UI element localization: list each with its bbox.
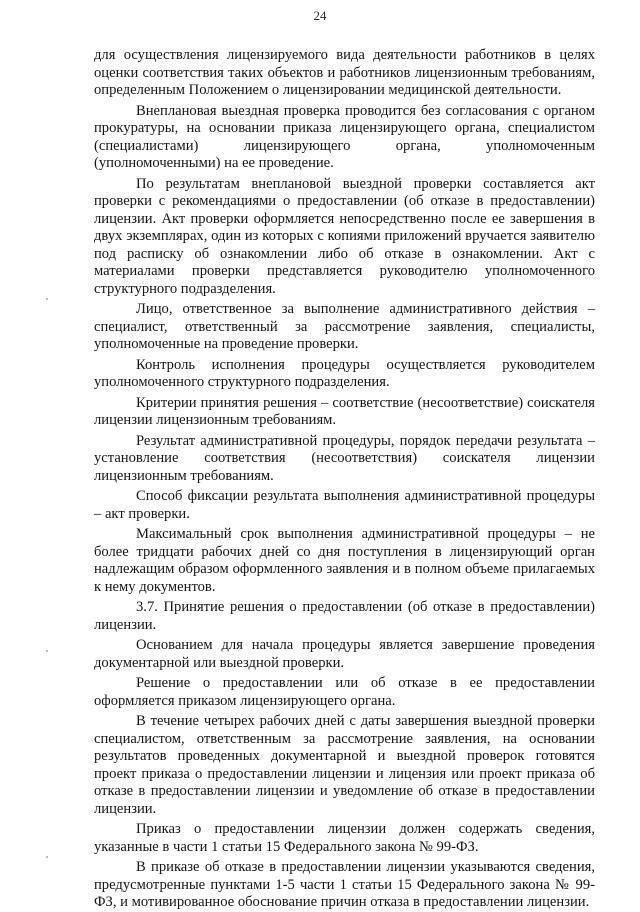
paragraph-decision-criteria: Критерии принятия решения – соответствие (несоответствие) соискателя лицензии лицензионным требованиям. [94, 394, 595, 428]
section-heading-3-7: 3.7. Принятие решения о предоставлении (об отказе в предоставлении) лицензии. [94, 599, 595, 633]
paragraph-grant-order: Приказ о предоставлении лицензии должен содержать сведения, указанные в части 1 статьи 15 Федерального закона № 99-ФЗ. [94, 821, 595, 855]
margin-mark [46, 650, 48, 652]
document-body [94, 47, 595, 912]
margin-mark [46, 856, 48, 858]
page-number: 24 [313, 8, 327, 23]
paragraph-unscheduled-inspection: Внеплановая выездная проверка проводится без согласования с органом прокуратуры, на основании приказа лицензирующего органа, специалистом (специалистами) лицензирующего органа, уполномоченным (уполномоченными) на ее проведение. [94, 102, 595, 171]
paragraph-responsible-person: Лицо, ответственное за выполнение административного действия – специалист, ответственный за рассмотрение заявления, специалисты, уполномоченные на проведение проверки. [94, 301, 595, 352]
margin-mark [46, 298, 48, 300]
paragraph-inspection-results: По результатам внеплановой выездной проверки составляется акт проверки с рекомендациями о предоставлении (об отказе в предоставлении) лицензии. Акт проверки оформляется непосредственно после ее завершения в двух экземплярах, один из которых с копиями приложений вручается заявителю под расписку об ознакомлении либо об отказе в ознакомлении. Акт с материалами проверки представляется руководителю уполномоченного структурного подразделения. [94, 175, 595, 297]
paragraph-refusal-order: В приказе об отказе в предоставлении лицензии указываются сведения, предусмотренные пунктами 1-5 части 1 статьи 15 Федерального закона № 99-ФЗ, и мотивированное обоснование причин отказа в предоставлении лицензии. [94, 859, 595, 910]
paragraph-decision-order: Решение о предоставлении или об отказе в ее предоставлении оформляется приказом лицензирующего органа. [94, 675, 595, 709]
paragraph-max-term: Максимальный срок выполнения административной процедуры – не более тридцати рабочих дней со дня поступления в лицензирующий орган надлежащим образом оформленного заявления и в полном объеме прилагаемых к нему документов. [94, 526, 595, 595]
paragraph-procedure-result: Результат административной процедуры, порядок передачи результата – установление соответствия (несоответствия) соискателя лицензии лицензионным требованиям. [94, 432, 595, 484]
paragraph-continuation: для осуществления лицензируемого вида деятельности работников в целях оценки соответствия таких объектов и работников лицензионным требованиям, определенным Положением о лицензировании медицинской деятельности. [94, 47, 595, 98]
paragraph-procedure-basis: Основанием для начала процедуры является завершение проведения документарной или выездной проверки. [94, 637, 595, 671]
paragraph-fixation-method: Способ фиксации результата выполнения административной процедуры – акт проверки. [94, 488, 595, 522]
paragraph-four-days: В течение четырех рабочих дней с даты завершения выездной проверки специалистом, ответственным за рассмотрение заявления, на основании результатов проведенных документарной и выездной проверок готовятся проект приказа о предоставлении лицензии и лицензия или проект приказа об отказе в предоставлении лицензии и уведомление об отказе в предоставлении лицензии. [94, 713, 595, 817]
paragraph-control: Контроль исполнения процедуры осуществляется руководителем уполномоченного структурного подразделения. [94, 356, 595, 390]
